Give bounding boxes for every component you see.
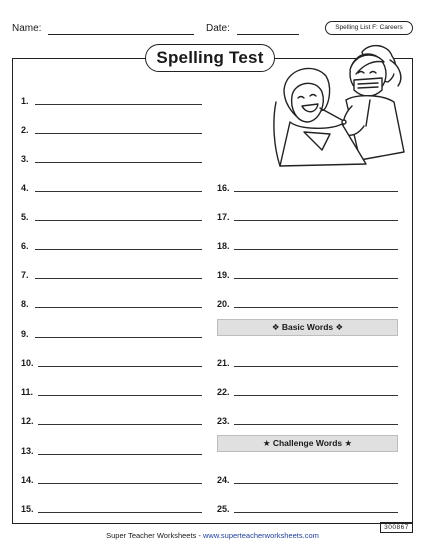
header-row bbox=[12, 21, 413, 39]
answer-number: 14. bbox=[21, 475, 34, 485]
answer-number: 2. bbox=[21, 125, 29, 135]
answer-line[interactable] bbox=[234, 512, 398, 513]
worksheet-code: 300867 bbox=[380, 522, 413, 533]
answer-number: 21. bbox=[217, 358, 230, 368]
answer-line[interactable] bbox=[234, 424, 398, 425]
answer-row bbox=[217, 501, 398, 515]
answer-line[interactable] bbox=[38, 512, 202, 513]
answer-number: 13. bbox=[21, 446, 34, 456]
answer-number: 20. bbox=[217, 299, 230, 309]
answer-row bbox=[21, 151, 202, 165]
answer-row bbox=[217, 296, 398, 310]
answer-line[interactable] bbox=[38, 483, 202, 484]
answer-number: 5. bbox=[21, 212, 29, 222]
answer-row bbox=[217, 238, 398, 252]
answer-row bbox=[21, 122, 202, 136]
footer-separator: - bbox=[196, 531, 203, 540]
answer-line[interactable] bbox=[35, 278, 202, 279]
answer-line[interactable] bbox=[35, 133, 202, 134]
answer-number: 8. bbox=[21, 299, 29, 309]
answer-number: 23. bbox=[217, 416, 230, 426]
answer-number: 16. bbox=[217, 183, 230, 193]
answer-row bbox=[217, 472, 398, 486]
footer-url-link[interactable]: www.superteacherworksheets.com bbox=[202, 531, 319, 540]
answer-number: 10. bbox=[21, 358, 34, 368]
footer bbox=[0, 531, 425, 540]
answer-number: 9. bbox=[21, 329, 29, 339]
answer-row bbox=[21, 413, 202, 427]
answer-row bbox=[217, 180, 398, 194]
answer-row bbox=[217, 384, 398, 398]
spelling-list-badge: Spelling List F: Careers bbox=[325, 21, 413, 35]
answer-number: 25. bbox=[217, 504, 230, 514]
answer-row bbox=[21, 355, 202, 369]
answer-line[interactable] bbox=[234, 249, 398, 250]
answer-line[interactable] bbox=[35, 104, 202, 105]
page-title: Spelling Test bbox=[145, 44, 275, 72]
answer-row bbox=[21, 501, 202, 515]
answer-number: 7. bbox=[21, 270, 29, 280]
answer-line[interactable] bbox=[234, 395, 398, 396]
answer-number: 18. bbox=[217, 241, 230, 251]
answer-row bbox=[21, 180, 202, 194]
answer-row bbox=[217, 355, 398, 369]
answer-number: 11. bbox=[21, 387, 34, 397]
answer-row bbox=[21, 326, 202, 340]
answer-number: 15. bbox=[21, 504, 34, 514]
answer-row bbox=[21, 209, 202, 223]
answer-line[interactable] bbox=[35, 191, 202, 192]
challenge-words-banner: ★ Challenge Words ★ bbox=[217, 435, 398, 452]
name-field[interactable] bbox=[48, 34, 194, 35]
answer-line[interactable] bbox=[38, 424, 202, 425]
answer-line[interactable] bbox=[234, 366, 398, 367]
answer-row bbox=[21, 238, 202, 252]
answer-line[interactable] bbox=[234, 483, 398, 484]
date-field[interactable] bbox=[237, 34, 299, 35]
dentist-and-patient-illustration-icon bbox=[270, 42, 410, 172]
answer-number: 6. bbox=[21, 241, 29, 251]
answer-line[interactable] bbox=[38, 366, 202, 367]
answer-line[interactable] bbox=[35, 220, 202, 221]
answer-row bbox=[21, 296, 202, 310]
answer-number: 4. bbox=[21, 183, 29, 193]
date-label: Date: bbox=[206, 23, 230, 34]
answer-number: 19. bbox=[217, 270, 230, 280]
answer-line[interactable] bbox=[35, 307, 202, 308]
answer-row bbox=[21, 267, 202, 281]
answer-line[interactable] bbox=[35, 162, 202, 163]
name-label: Name: bbox=[12, 23, 42, 34]
answer-row bbox=[21, 472, 202, 486]
answer-number: 12. bbox=[21, 416, 34, 426]
basic-words-banner: ❖ Basic Words ❖ bbox=[217, 319, 398, 336]
answer-line[interactable] bbox=[234, 220, 398, 221]
answer-line[interactable] bbox=[38, 395, 202, 396]
answer-number: 24. bbox=[217, 475, 230, 485]
answer-number: 1. bbox=[21, 96, 29, 106]
answer-row bbox=[21, 384, 202, 398]
answer-row bbox=[21, 443, 202, 457]
answer-line[interactable] bbox=[35, 249, 202, 250]
answer-line[interactable] bbox=[35, 337, 202, 338]
answer-row bbox=[21, 93, 202, 107]
answer-row bbox=[217, 413, 398, 427]
answer-line[interactable] bbox=[234, 191, 398, 192]
answer-row bbox=[217, 267, 398, 281]
answer-line[interactable] bbox=[234, 278, 398, 279]
footer-brand: Super Teacher Worksheets bbox=[106, 531, 197, 540]
answer-number: 3. bbox=[21, 154, 29, 164]
answer-line[interactable] bbox=[234, 307, 398, 308]
answer-line[interactable] bbox=[38, 454, 202, 455]
answer-number: 17. bbox=[217, 212, 230, 222]
answer-row bbox=[217, 209, 398, 223]
answer-number: 22. bbox=[217, 387, 230, 397]
